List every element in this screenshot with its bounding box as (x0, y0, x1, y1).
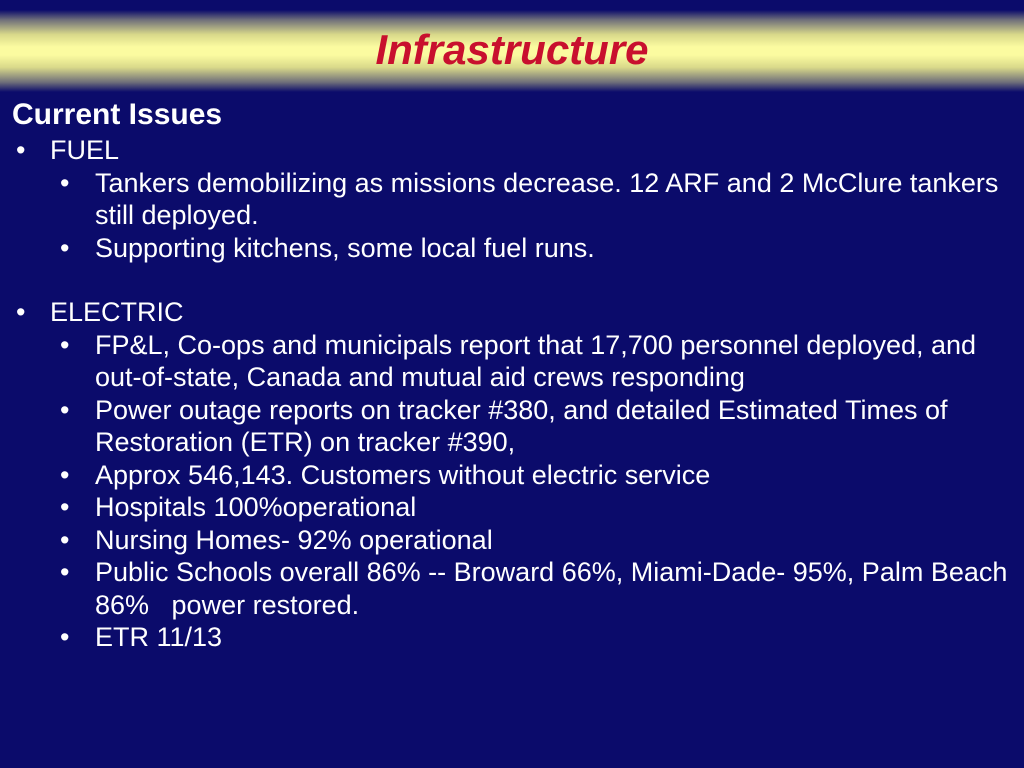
list-item (50, 556, 1015, 621)
bullet-icon: • (60, 394, 70, 425)
list-item (50, 524, 1012, 557)
list-item-text: ETR 11/13 (95, 622, 223, 652)
list-item-text: Approx 546,143. Customers without electric service (95, 459, 711, 490)
spacer (12, 264, 1012, 296)
list-item (50, 329, 1012, 394)
list-item (50, 621, 1012, 654)
bullet-icon: • (16, 297, 26, 327)
bullet-icon: • (60, 557, 70, 587)
bullet-icon: • (60, 459, 70, 490)
bullet-icon: • (60, 524, 70, 555)
list-item-text: Power outage reports on tracker #380, and detailed Estimated Times of Restoration (ETR) on tracker #390, (95, 394, 948, 457)
section-electric (12, 296, 1015, 654)
list-item-text: Nursing Homes- 92% operational (95, 524, 493, 555)
bullet-icon: • (60, 232, 70, 263)
list-item-text: FP&L, Co-ops and municipals report that 17,700 personnel deployed, and out-of-state, Canada and mutual aid crews responding (95, 329, 977, 392)
list-item (50, 167, 1012, 232)
bullet-icon: • (16, 135, 26, 165)
list-item (50, 232, 1012, 265)
list-item-text: Hospitals 100%operational (95, 492, 417, 522)
bullet-list (12, 134, 1015, 654)
section-heading: Current Issues (12, 98, 223, 131)
bullet-icon: • (60, 492, 70, 522)
list-item (50, 394, 1012, 459)
list-item-text: Tankers demobilizing as missions decrease. 12 ARF and 2 McClure tankers still deployed. (95, 167, 999, 230)
sub-bullet-list (50, 329, 1015, 654)
slide-title: Infrastructure (375, 26, 649, 73)
list-item (50, 459, 1012, 492)
sub-bullet-list (50, 167, 1012, 265)
list-item-text: Supporting kitchens, some local fuel runs. (95, 232, 595, 263)
slide-content (12, 96, 1015, 654)
bullet-icon: • (60, 167, 70, 198)
section-label: FUEL (50, 135, 120, 165)
list-item (50, 491, 1012, 524)
bullet-icon: • (60, 329, 70, 360)
section-label: ELECTRIC (50, 297, 184, 327)
section-fuel (12, 134, 1012, 264)
bullet-icon: • (60, 622, 70, 652)
list-item-text: Public Schools overall 86% -- Broward 66%, Miami-Dade- 95%, Palm Beach 86% power restored. (95, 557, 1015, 620)
